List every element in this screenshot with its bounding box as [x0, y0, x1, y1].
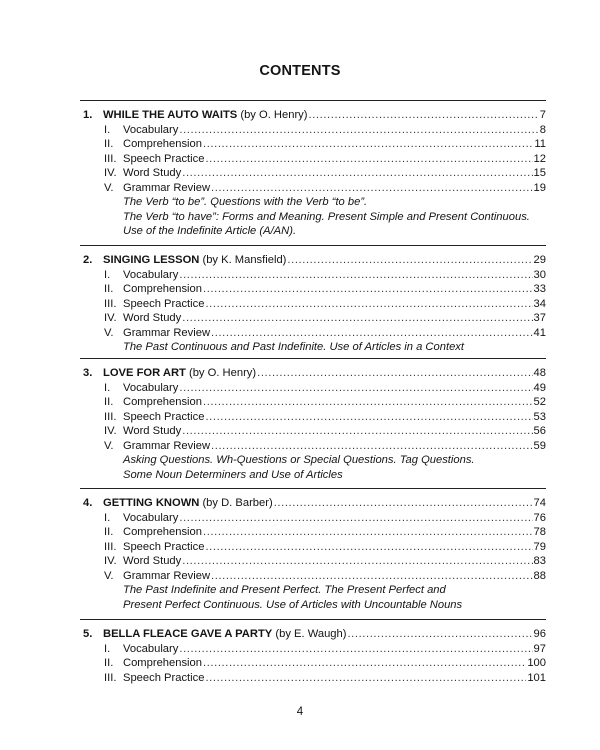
section-entry-line	[123, 297, 546, 312]
grammar-note: Present Perfect Continuous. Use of Articles with Uncountable Nouns	[123, 598, 463, 611]
page-number: 4	[296, 706, 304, 718]
section-label: Vocabulary	[123, 268, 179, 281]
section-entry[interactable]	[0, 395, 600, 410]
dot-leader	[211, 439, 533, 454]
section-page: 8	[539, 123, 546, 136]
chapter-entry[interactable]	[0, 253, 600, 268]
section-page: 100	[527, 657, 546, 669]
section-entry-line	[123, 540, 546, 555]
section-entry-line	[123, 326, 546, 341]
section-page: 79	[533, 540, 546, 553]
section-page: 97	[533, 642, 546, 655]
chapter-divider	[80, 245, 546, 246]
grammar-note: Use of the Indefinite Article (A/AN).	[123, 225, 297, 237]
section-entry-line	[123, 439, 546, 454]
section-numeral: I.	[104, 268, 111, 281]
chapter-entry-line	[103, 253, 546, 268]
chapter-author: (by E. Waugh)	[272, 628, 347, 640]
section-entry[interactable]	[0, 381, 600, 396]
chapter-title: GETTING KNOWN	[103, 497, 200, 509]
section-page: 33	[533, 283, 546, 295]
chapter-number: 5.	[83, 628, 93, 640]
section-label: Vocabulary	[123, 381, 179, 394]
section-label: Vocabulary	[123, 511, 179, 524]
section-numeral: II.	[104, 657, 114, 669]
section-page: 101	[527, 671, 546, 684]
section-numeral: I.	[104, 381, 111, 394]
section-entry-line	[123, 424, 546, 439]
grammar-note: The Verb “to be”. Questions with the Verb “to be”.	[123, 196, 368, 208]
section-label: Comprehension	[123, 526, 202, 538]
section-label: Word Study	[123, 425, 182, 437]
section-label: Comprehension	[123, 396, 202, 408]
dot-leader	[182, 166, 532, 181]
chapter-title: SINGING LESSON	[103, 254, 200, 266]
dot-leader	[211, 326, 533, 341]
chapter-author: (by K. Mansfield)	[199, 254, 287, 266]
section-entry-line	[123, 656, 546, 671]
section-label: Comprehension	[123, 283, 202, 295]
section-entry[interactable]	[0, 656, 600, 671]
chapter-page: 7	[539, 109, 546, 121]
chapter-title: LOVE FOR ART	[103, 367, 186, 379]
chapter-divider	[80, 488, 546, 489]
dot-leader	[274, 496, 533, 511]
section-entry-line	[123, 410, 546, 425]
dot-leader	[205, 671, 526, 686]
section-entry[interactable]	[0, 311, 600, 326]
section-page: 30	[533, 268, 546, 281]
section-page: 37	[533, 312, 546, 324]
dot-leader	[182, 424, 532, 439]
dot-leader	[203, 395, 533, 410]
chapter-page: 48	[533, 367, 546, 379]
section-numeral: III.	[104, 671, 117, 684]
dot-leader	[179, 511, 532, 526]
section-label: Speech Practice	[123, 671, 205, 684]
grammar-note: The Verb “to have”: Forms and Meaning. Present Simple and Present Continuous.	[123, 210, 530, 223]
section-entry[interactable]	[0, 152, 600, 167]
section-numeral: V.	[104, 181, 114, 194]
chapter-author: (by D. Barber)	[199, 497, 273, 509]
section-numeral: II.	[104, 283, 114, 295]
dot-leader	[257, 366, 532, 381]
grammar-note: Asking Questions. Wh-Questions or Special Questions. Tag Questions.	[123, 454, 475, 466]
section-page: 12	[533, 152, 546, 165]
section-numeral: II.	[104, 526, 114, 538]
section-page: 59	[533, 439, 546, 452]
section-entry-line	[123, 123, 546, 138]
section-entry-line	[123, 525, 546, 540]
section-entry-line	[123, 671, 546, 686]
section-numeral: IV.	[104, 555, 117, 567]
section-label: Grammar Review	[123, 181, 211, 194]
section-page: 76	[533, 511, 546, 524]
chapter-divider	[80, 619, 546, 620]
chapter-number: 1.	[83, 109, 93, 121]
dot-leader	[211, 181, 533, 196]
section-entry[interactable]	[0, 439, 600, 454]
dot-leader	[203, 525, 533, 540]
section-page: 56	[533, 425, 546, 437]
section-entry-line	[123, 569, 546, 584]
section-page: 88	[533, 569, 546, 582]
chapter-author: (by O. Henry)	[237, 109, 308, 121]
chapter-number: 4.	[83, 497, 93, 509]
section-page: 19	[533, 181, 546, 194]
section-label: Grammar Review	[123, 439, 211, 452]
section-entry-line	[123, 311, 546, 326]
section-entry-line	[123, 137, 546, 152]
section-numeral: IV.	[104, 167, 117, 179]
section-page: 41	[533, 326, 546, 339]
chapter-entry-line	[103, 108, 546, 123]
section-entry[interactable]	[0, 181, 600, 196]
section-page: 53	[533, 410, 546, 423]
chapter-number: 2.	[83, 254, 93, 266]
section-entry-line	[123, 642, 546, 657]
dot-leader	[179, 268, 532, 283]
section-label: Comprehension	[123, 657, 202, 669]
section-numeral: V.	[104, 326, 114, 339]
section-numeral: I.	[104, 642, 111, 655]
dot-leader	[205, 540, 532, 555]
section-entry[interactable]	[0, 540, 600, 555]
dot-leader	[347, 627, 532, 642]
section-label: Grammar Review	[123, 569, 211, 582]
section-entry-line	[123, 268, 546, 283]
section-entry-line	[123, 395, 546, 410]
section-entry[interactable]	[0, 671, 600, 686]
chapter-number: 3.	[83, 367, 93, 379]
section-page: 49	[533, 381, 546, 394]
section-numeral: III.	[104, 540, 117, 553]
chapter-page: 96	[533, 628, 546, 640]
section-entry[interactable]	[0, 642, 600, 657]
chapter-entry[interactable]	[0, 496, 600, 511]
section-page: 83	[533, 555, 546, 567]
section-label: Word Study	[123, 167, 182, 179]
section-numeral: IV.	[104, 312, 117, 324]
chapter-entry-line	[103, 366, 546, 381]
section-label: Word Study	[123, 312, 182, 324]
section-page: 34	[533, 297, 546, 310]
section-numeral: II.	[104, 138, 114, 150]
section-numeral: III.	[104, 152, 117, 165]
chapter-title: BELLA FLEACE GAVE A PARTY	[103, 628, 273, 640]
section-label: Speech Practice	[123, 540, 205, 553]
section-entry-line	[123, 381, 546, 396]
section-entry[interactable]	[0, 554, 600, 569]
chapter-divider	[80, 358, 546, 359]
dot-leader	[287, 253, 532, 268]
chapter-entry[interactable]	[0, 366, 600, 381]
dot-leader	[203, 137, 533, 152]
dot-leader	[182, 554, 532, 569]
section-label: Speech Practice	[123, 410, 205, 423]
dot-leader	[205, 297, 532, 312]
section-numeral: II.	[104, 396, 114, 408]
chapter-entry[interactable]	[0, 627, 600, 642]
chapter-page: 29	[533, 254, 546, 266]
dot-leader	[203, 656, 526, 671]
page-title: CONTENTS	[259, 63, 341, 79]
section-entry[interactable]	[0, 569, 600, 584]
grammar-note: The Past Indefinite and Present Perfect. The Present Perfect and	[123, 584, 446, 596]
section-page: 78	[533, 526, 546, 538]
dot-leader	[205, 410, 532, 425]
section-entry[interactable]	[0, 326, 600, 341]
section-numeral: V.	[104, 439, 114, 452]
section-entry-line	[123, 282, 546, 297]
dot-leader	[179, 642, 532, 657]
section-entry[interactable]	[0, 424, 600, 439]
section-label: Word Study	[123, 555, 182, 567]
dot-leader	[179, 381, 532, 396]
dot-leader	[179, 123, 538, 138]
section-label: Vocabulary	[123, 123, 179, 136]
section-entry[interactable]	[0, 166, 600, 181]
dot-leader	[211, 569, 533, 584]
section-entry[interactable]	[0, 297, 600, 312]
section-entry[interactable]	[0, 525, 600, 540]
section-label: Vocabulary	[123, 642, 179, 655]
section-numeral: I.	[104, 123, 111, 136]
section-entry-line	[123, 554, 546, 569]
dot-leader	[309, 108, 539, 123]
section-label: Speech Practice	[123, 297, 205, 310]
grammar-note: The Past Continuous and Past Indefinite. Use of Articles in a Context	[123, 341, 464, 353]
chapter-entry[interactable]	[0, 108, 600, 123]
section-entry[interactable]	[0, 268, 600, 283]
section-entry[interactable]	[0, 282, 600, 297]
section-page: 15	[533, 167, 546, 179]
section-numeral: I.	[104, 511, 111, 524]
section-label: Grammar Review	[123, 326, 211, 339]
section-entry-line	[123, 181, 546, 196]
dot-leader	[182, 311, 532, 326]
grammar-note: Some Noun Determiners and Use of Articles	[123, 468, 343, 481]
section-label: Comprehension	[123, 138, 202, 150]
section-page: 11	[534, 138, 546, 150]
section-page: 52	[533, 396, 546, 408]
dot-leader	[205, 152, 532, 167]
section-numeral: III.	[104, 410, 117, 423]
section-numeral: V.	[104, 569, 114, 582]
section-entry-line	[123, 511, 546, 526]
section-entry[interactable]	[0, 123, 600, 138]
chapter-entry-line	[103, 627, 546, 642]
chapter-divider	[80, 100, 546, 101]
chapter-page: 74	[533, 497, 546, 509]
section-numeral: IV.	[104, 425, 117, 437]
section-numeral: III.	[104, 297, 117, 310]
section-entry[interactable]	[0, 137, 600, 152]
section-entry[interactable]	[0, 410, 600, 425]
section-entry-line	[123, 152, 546, 167]
section-label: Speech Practice	[123, 152, 205, 165]
chapter-entry-line	[103, 496, 546, 511]
section-entry-line	[123, 166, 546, 181]
dot-leader	[203, 282, 533, 297]
chapter-title: WHILE THE AUTO WAITS	[103, 109, 238, 121]
chapter-author: (by O. Henry)	[185, 367, 257, 379]
section-entry[interactable]	[0, 511, 600, 526]
